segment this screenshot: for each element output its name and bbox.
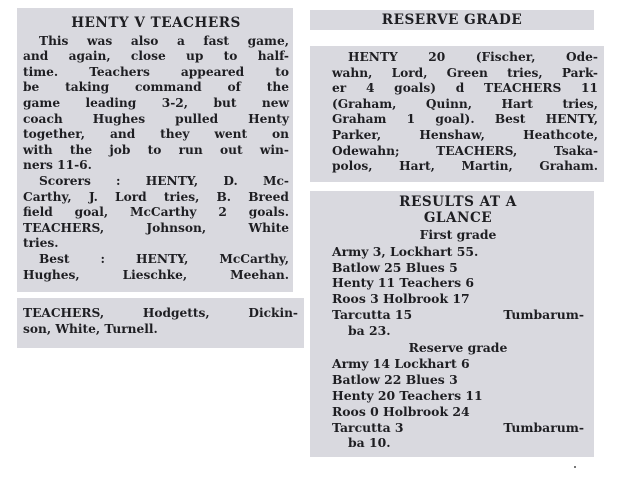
word: D. xyxy=(223,173,238,188)
article-line xyxy=(23,34,289,50)
word: time. xyxy=(23,64,59,79)
word: taking xyxy=(65,80,110,95)
henty-v-teachers-clipping xyxy=(17,8,293,292)
article-line xyxy=(332,144,598,160)
word: fast xyxy=(203,33,230,48)
word: to xyxy=(275,64,289,79)
word: : xyxy=(100,251,106,266)
article-line xyxy=(23,96,289,112)
word: and xyxy=(109,127,136,142)
word: TEACHERS, xyxy=(23,220,105,235)
word: Martin, xyxy=(461,159,513,174)
article-line xyxy=(23,268,289,284)
word: goal). xyxy=(435,112,475,127)
word: HENTY, xyxy=(145,173,199,188)
word: This xyxy=(39,33,69,48)
word: Graham xyxy=(332,112,387,127)
result-line: Batlow 22 Blues 3 xyxy=(332,372,458,388)
word: went xyxy=(214,127,248,142)
word: TEACHERS, xyxy=(23,306,105,320)
word: Quinn, xyxy=(425,96,472,111)
word: Hughes xyxy=(92,111,146,126)
word: goals) xyxy=(394,81,436,96)
word: the xyxy=(69,142,93,157)
word: tries, xyxy=(507,65,543,80)
word: Mc- xyxy=(262,173,289,188)
word: Carthy, xyxy=(23,189,72,204)
word: a xyxy=(176,33,185,48)
result-line-part: Tumbarum- xyxy=(503,419,584,435)
word: Scorers xyxy=(39,173,91,188)
article-line: ners 11-6. xyxy=(23,158,92,173)
word: Odewahn; xyxy=(332,143,400,158)
word: and xyxy=(23,49,49,64)
word: job xyxy=(109,142,131,157)
article-line xyxy=(23,221,289,237)
result-line-part: Tumbarum- xyxy=(503,306,584,322)
word: to xyxy=(147,142,162,157)
article-line xyxy=(23,205,289,221)
word: Breed xyxy=(248,189,289,204)
word: Henshaw, xyxy=(419,127,485,142)
word: White xyxy=(248,220,289,235)
word: 2 xyxy=(218,205,227,220)
word: they xyxy=(160,127,190,142)
word: on xyxy=(271,127,289,142)
article-line xyxy=(23,112,289,128)
word: leading xyxy=(85,95,137,110)
word: McCarthy, xyxy=(219,251,289,266)
result-line: ba 23. xyxy=(348,322,391,338)
word: again, xyxy=(68,49,111,64)
word: 20 xyxy=(428,50,446,64)
word: Lieschke, xyxy=(122,267,188,282)
word: win- xyxy=(259,142,289,157)
word: together, xyxy=(23,127,86,142)
article-line xyxy=(23,65,289,81)
word: of xyxy=(227,80,241,95)
word: Lord xyxy=(115,189,147,204)
article-line xyxy=(332,66,598,82)
word: Green xyxy=(446,65,488,80)
first-grade-label: First grade xyxy=(419,227,497,242)
word: 1 xyxy=(406,112,416,127)
result-line: Roos 0 Holbrook 24 xyxy=(332,403,470,419)
article-line xyxy=(332,128,598,144)
word: Parker, xyxy=(332,127,382,142)
word: tries, xyxy=(562,96,598,111)
word: 4 xyxy=(365,81,375,96)
article-line xyxy=(332,81,598,97)
word: also xyxy=(130,33,159,48)
result-line-part: Tarcutta 3 xyxy=(332,419,404,435)
word: coach xyxy=(23,111,63,126)
article-line xyxy=(332,112,598,128)
word: HENTY, xyxy=(545,112,598,127)
word: appeared xyxy=(180,64,245,79)
word: : xyxy=(116,173,121,188)
word: TEACHERS, xyxy=(436,143,518,158)
speck-mark xyxy=(574,466,576,468)
word: to xyxy=(223,49,238,64)
word: HENTY, xyxy=(136,251,189,266)
word: with xyxy=(23,142,53,157)
result-line xyxy=(332,420,584,436)
word: Henty xyxy=(248,111,289,126)
result-line: Henty 11 Teachers 6 xyxy=(332,275,474,291)
henty-headline: HENTY V TEACHERS xyxy=(71,15,241,31)
word: 3-2, xyxy=(161,95,189,110)
article-line: tries. xyxy=(23,236,59,251)
word: Hart, xyxy=(399,159,435,174)
word: was xyxy=(87,33,113,48)
article-line xyxy=(23,190,289,206)
word: Meehan. xyxy=(230,267,289,282)
word: goals. xyxy=(248,205,289,220)
word: Hughes, xyxy=(23,267,80,282)
article-line xyxy=(23,305,298,321)
word: Ode- xyxy=(566,50,598,64)
result-line: Batlow 25 Blues 5 xyxy=(332,259,458,275)
article-line xyxy=(332,97,598,113)
word: B. xyxy=(216,189,232,204)
word: Best xyxy=(39,251,70,266)
reserve-headline: RESERVE GRADE xyxy=(381,12,523,28)
results-headline: GLANCE xyxy=(423,210,493,226)
article-line xyxy=(332,159,598,175)
article-line xyxy=(23,252,289,268)
word: TEACHERS xyxy=(484,81,562,96)
word: polos, xyxy=(332,159,373,174)
word: J. xyxy=(88,189,98,204)
word: be xyxy=(23,80,40,95)
reserve-grade-body-clipping xyxy=(310,46,604,182)
word: 11 xyxy=(581,81,598,96)
word: command xyxy=(134,80,202,95)
word: Park- xyxy=(561,65,598,80)
word: (Graham, xyxy=(332,96,397,111)
word: goal, xyxy=(74,205,109,220)
word: Johnson, xyxy=(146,220,207,235)
result-line-part: Tarcutta 15 xyxy=(332,306,413,322)
article-line xyxy=(23,143,289,159)
results-at-a-glance-clipping xyxy=(310,191,594,457)
results-headline: RESULTS AT A xyxy=(399,194,517,210)
word: game, xyxy=(247,33,289,48)
word: tries, xyxy=(163,189,200,204)
word: close xyxy=(130,49,166,64)
result-line: Army 14 Lockhart 6 xyxy=(332,356,470,372)
word: Heathcote, xyxy=(523,127,598,142)
word: Tsaka- xyxy=(553,143,598,158)
result-line: Henty 20 Teachers 11 xyxy=(332,387,483,403)
word: half- xyxy=(257,49,289,64)
result-line xyxy=(332,307,584,323)
word: McCarthy xyxy=(129,205,197,220)
word: wahn, xyxy=(332,65,373,80)
word: but xyxy=(213,95,237,110)
word: run xyxy=(178,142,203,157)
word: er xyxy=(332,81,347,96)
reserve-grade-label: Reserve grade xyxy=(408,339,508,355)
article-line xyxy=(23,174,289,190)
article-line xyxy=(332,50,598,66)
article-line xyxy=(23,49,289,65)
word: Best xyxy=(494,112,526,127)
article-line: son, White, Turnell. xyxy=(23,322,158,336)
word: Teachers xyxy=(89,64,150,79)
result-line: Army 3, Lockhart 55. xyxy=(332,243,479,259)
word: Graham. xyxy=(539,159,598,174)
article-line xyxy=(23,80,289,96)
word: game xyxy=(23,95,61,110)
word: pulled xyxy=(175,111,219,126)
word: Hart xyxy=(501,96,533,111)
word: Hodgetts, xyxy=(142,306,210,320)
word: Lord, xyxy=(391,65,428,80)
henty-continuation-clipping xyxy=(17,298,304,348)
word: the xyxy=(266,80,289,95)
word: field xyxy=(23,205,53,220)
word: (Fischer, xyxy=(475,50,536,64)
word: Dickin- xyxy=(248,306,298,320)
word: d xyxy=(455,81,465,96)
word: HENTY xyxy=(348,50,398,64)
result-line: ba 10. xyxy=(348,435,391,451)
reserve-grade-headline-clipping xyxy=(310,10,594,30)
word: up xyxy=(185,49,204,64)
word: new xyxy=(261,95,289,110)
word: out xyxy=(220,142,243,157)
result-line: Roos 3 Holbrook 17 xyxy=(332,291,470,307)
article-line xyxy=(23,127,289,143)
